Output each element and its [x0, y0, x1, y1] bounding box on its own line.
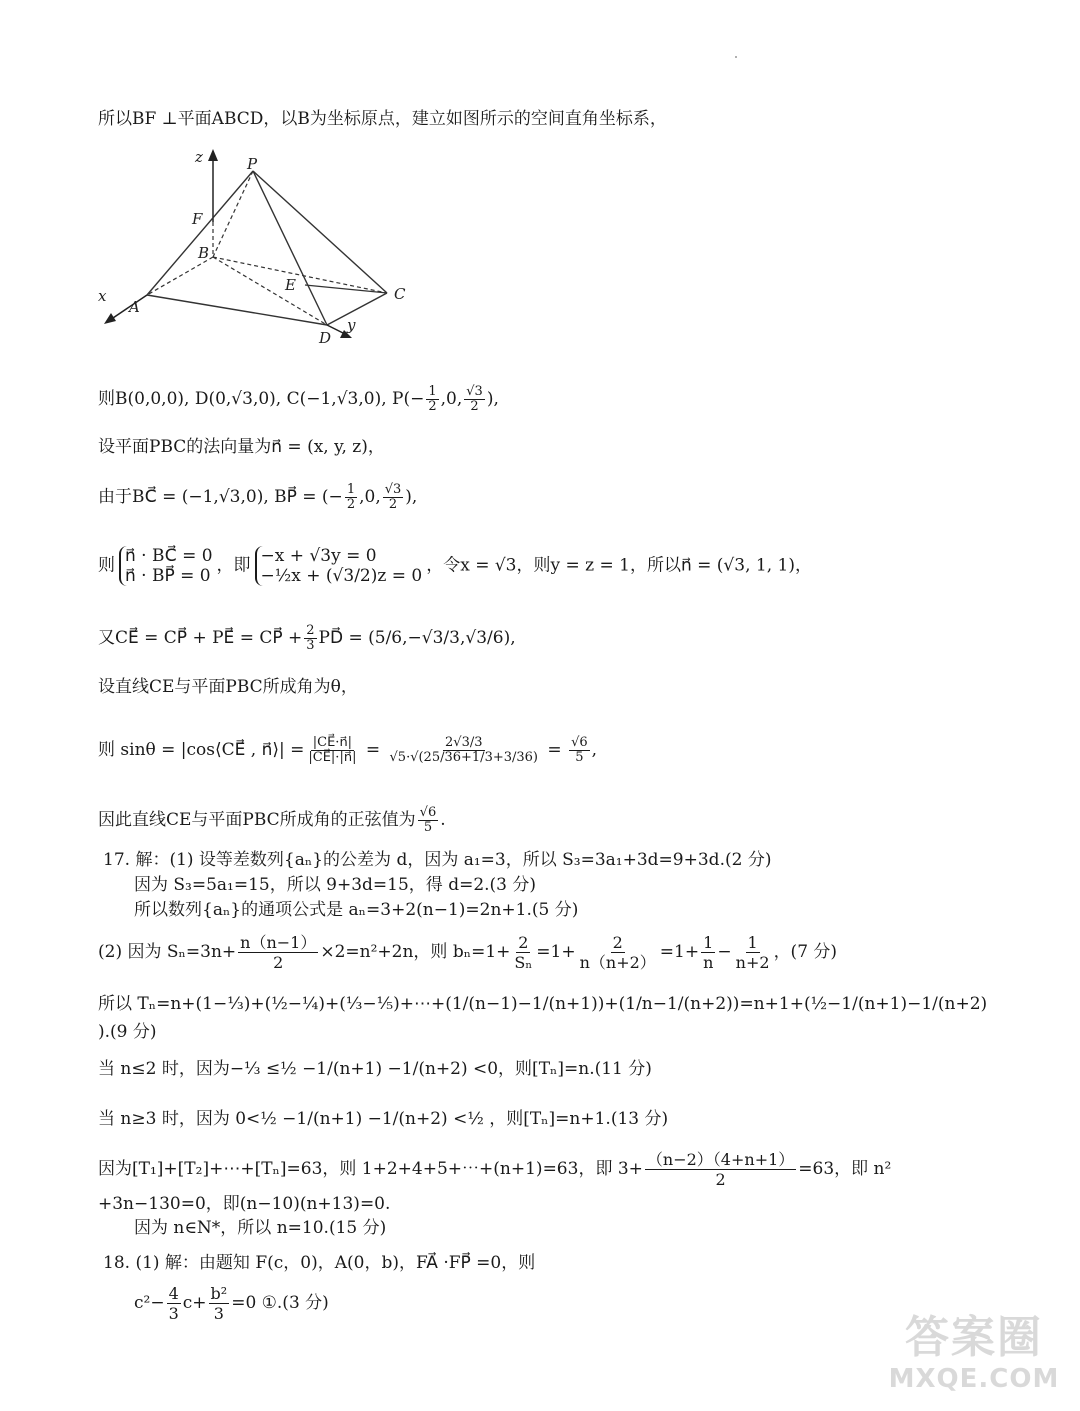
label-c: C: [394, 285, 406, 303]
watermark: [884, 1313, 1064, 1409]
problem-17-line-3: 所以数列{aₙ}的通项公式是 aₙ=3+2(n−1)=2n+1.(5 分): [134, 900, 579, 920]
text-line-1: 所以BF ⊥平面ABCD，以B为坐标原点，建立如图所示的空间直角坐标系，: [98, 109, 667, 129]
fraction: $\frac{1}{2}$: [428, 384, 437, 414]
fraction: $\frac{4}{3}$: [168, 1284, 179, 1323]
fraction: $\frac{1}{2}$: [346, 482, 356, 512]
problem-17-line-5: 所以 Tₙ=n+(1−⅓)+(½−¼)+(⅓−⅕)+⋯+(1/(n−1)−1/(n+1))+(1/n−1/(n+2))=n+1+(½−1/(n+1)−1/(n+2): [98, 994, 988, 1014]
text-line-8: 则 sinθ = |cos⟨CE⃗ , n⃗⟩| = $\frac{|CE⃗\cdot n⃗|}{|CE⃗|\cdot|n⃗|}$ = $\frac{2√3/3}{√5\cdot√(25/36+1/3+3/36)}$ = $\frac{√6}{5}$ ,: [98, 735, 598, 765]
text-line-2: 则B(0,0,0), D(0,√3,0), C(−1,√3,0), P(− $\frac{1}{2}$ ,0, $\frac{√3}{2}$ ),: [98, 384, 499, 414]
equation-system: n⃗ · BC⃗ = 0 n⃗ · BP⃗ = 0: [119, 546, 213, 586]
problem-17-line-11: 因为 n∈N*，所以 n=10.(15 分): [134, 1218, 387, 1238]
label-f: F: [192, 210, 203, 228]
problem-17-line-1: 17. 解：(1) 设等差数列{aₙ}的公差为 d，因为 a₁=3，所以 S₃=3a₁+3d=9+3d.(2 分): [103, 850, 772, 870]
pyramid-diagram: [95, 145, 425, 355]
watermark-top-text: 答案圈: [905, 1312, 1043, 1363]
label-b: B: [198, 244, 210, 262]
fraction: $\frac{n(n-1)}{2}$: [240, 933, 317, 972]
text-line-5: 则 n⃗ · BC⃗ = 0 n⃗ · BP⃗ = 0 ，即 −x + √3y = 0 −½x + (√3/2)z = 0 ，令x = √3，则y = z = 1，所以n⃗ = (√3, 1, 1)，: [98, 546, 812, 586]
text-line-3: 设平面PBC的法向量为n⃗ = (x, y, z)，: [98, 437, 385, 457]
problem-17-line-6: ).(9 分): [98, 1022, 157, 1042]
x-axis-arrow: [104, 313, 116, 324]
fraction: $\frac{1}{n}$: [703, 933, 714, 972]
problem-18-line-2: c²− $\frac{4}{3}$ c+ $\frac{\text{b²}}{3}$ =0 ①.(3 分): [134, 1284, 329, 1323]
label-d: D: [319, 329, 332, 347]
label-a: A: [129, 298, 140, 316]
pc-edge: [253, 171, 387, 293]
pyramid-figure: [95, 145, 425, 355]
problem-17-line-8: 当 n≥3 时，因为 0<½ −1/(n+1) −1/(n+2) <½ ，则[Tₙ]=n+1.(13 分): [98, 1109, 669, 1129]
bc-edge: [213, 257, 387, 293]
text-line-7: 设直线CE与平面PBC所成角为θ，: [98, 677, 358, 697]
fraction: $\frac{√3}{2}$: [384, 482, 402, 512]
fraction: $\frac{(n-2)(4+n+1)}{2}$: [646, 1150, 795, 1189]
problem-18-line-1: 18. (1) 解：由题知 F(c，0)，A(0，b)，FA⃗ ·FP⃗ =0，则: [103, 1253, 536, 1273]
ad-edge: [147, 295, 327, 325]
label-z: z: [195, 148, 203, 166]
z-axis-arrow: [208, 149, 218, 161]
fraction: $\frac{\text{b²}}{3}$: [210, 1284, 228, 1323]
ec-edge: [305, 285, 387, 293]
text-line-6: 又CE⃗ = CP⃗ + PE⃗ = CP⃗ + $\frac{2}{3}$ PD⃗ = (5/6,−√3/3,√3/6),: [98, 623, 516, 653]
pa-edge: [147, 171, 253, 295]
problem-17-line-7: 当 n≤2 时，因为−⅓ ≤½ −1/(n+1) −1/(n+2) <0，则[Tₙ]=n.(11 分): [98, 1059, 652, 1079]
fraction: $\frac{√6}{5}$: [419, 805, 437, 835]
label-p: P: [247, 155, 258, 173]
problem-17-line-2: 因为 S₃=5a₁=15，所以 9+3d=15，得 d=2.(3 分): [134, 875, 537, 895]
text-line-4: 由于BC⃗ = (−1,√3,0), BP⃗ = (− $\frac{1}{2}$ ,0, $\frac{√3}{2}$ ),: [98, 482, 418, 512]
pd-edge: [253, 171, 327, 325]
speck: [735, 56, 737, 58]
text-line-9: 因此直线CE与平面PBC所成角的正弦值为 $\frac{√6}{5}$ .: [98, 805, 446, 835]
problem-17-line-4: (2) 因为 Sₙ=3n+ $\frac{n(n-1)}{2}$ ×2=n²+2n，则 bₙ=1+ $\frac{2}{\text{Sₙ}}$ =1+ $\frac{2}{n(n+2)}$ =1+ $\frac{1}{n}$ − $\frac{1}{n+2}$ ，(7 分): [98, 933, 838, 972]
fraction: $\frac{2}{n(n+2)}$: [579, 933, 656, 972]
fraction: $\frac{2√3/3}{√5\cdot√(25/36+1/3+3/36)}$: [389, 735, 538, 765]
fraction: $\frac{√3}{2}$: [466, 384, 483, 414]
fraction: $\frac{|CE⃗\cdot n⃗|}{|CE⃗|\cdot|n⃗|}$: [308, 735, 357, 765]
equation-system: −x + √3y = 0 −½x + (√3/2)z = 0: [255, 546, 423, 586]
ba-edge: [147, 257, 213, 295]
label-x: x: [98, 287, 107, 305]
fraction: $\frac{2}{3}$: [306, 623, 315, 653]
problem-17-line-9: 因为[T₁]+[T₂]+⋯+[Tₙ]=63，则 1+2+4+5+⋯+(n+1)=63，即 3+ $\frac{(n-2)(4+n+1)}{2}$ =63，即 n²: [98, 1150, 892, 1189]
problem-17-line-10: +3n−130=0，即(n−10)(n+13)=0.: [98, 1194, 391, 1214]
dc-edge: [327, 293, 387, 325]
label-e: E: [285, 276, 296, 294]
pb-hidden-edge: [213, 171, 253, 257]
watermark-bottom-text: MXQE.COM: [888, 1364, 1060, 1394]
label-y: y: [347, 316, 356, 334]
fraction: $\frac{√6}{5}$: [571, 735, 588, 765]
fraction: $\frac{1}{n+2}$: [735, 933, 770, 972]
fraction: $\frac{2}{\text{Sₙ}}$: [514, 933, 533, 972]
